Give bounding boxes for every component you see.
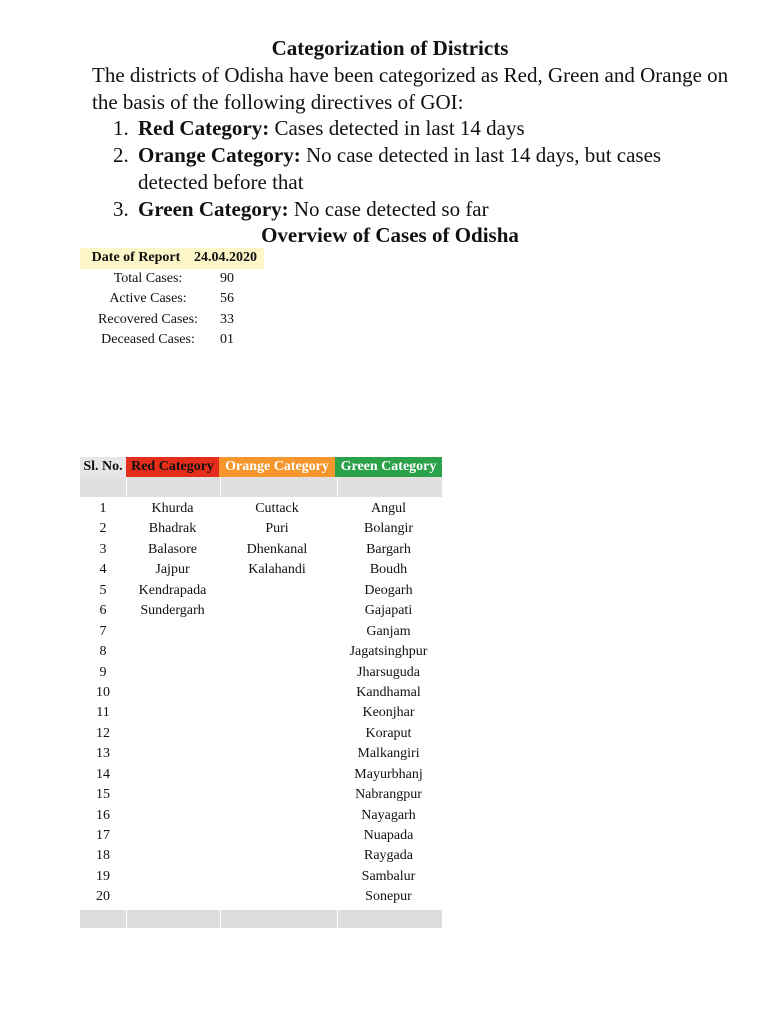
criteria-number: 3.: [113, 197, 129, 221]
document-title: Categorization of Districts: [271, 36, 509, 60]
cell-green-district: Boudh: [369, 562, 408, 578]
cell-serial-number: 5: [99, 582, 107, 598]
cell-orange-district: [219, 622, 335, 642]
report-date-value: 24.04.2020: [194, 250, 257, 265]
summary-value: 01: [220, 332, 234, 347]
summary-row-recovered: [80, 310, 270, 331]
cell-green-district: Gajapati: [364, 603, 413, 619]
cell-red-district: Balasore: [148, 541, 197, 557]
summary-row-active: [80, 289, 270, 310]
cell-orange-district: [219, 663, 335, 683]
cell-serial-number: 4: [99, 562, 107, 578]
table-row: [80, 703, 442, 723]
cell-orange-district: Dhenkanal: [246, 541, 308, 557]
table-row: [80, 601, 442, 621]
cell-green-district: Sonepur: [365, 889, 412, 905]
criteria-label: Orange Category:: [138, 143, 301, 167]
cell-serial-number: 20: [96, 889, 110, 905]
cell-orange-district: [219, 642, 335, 662]
cell-green-district: Raygada: [364, 848, 413, 864]
cell-serial-number: 12: [96, 725, 110, 741]
summary-label: Active Cases:: [109, 291, 187, 306]
criteria-number: 2.: [113, 143, 129, 167]
cell-serial-number: 16: [96, 807, 110, 823]
table-row: [80, 663, 442, 683]
cell-orange-district: [219, 724, 335, 744]
header-serial-number: Sl. No.: [80, 457, 126, 477]
cell-red-district: Bhadrak: [148, 521, 197, 537]
cell-green-district: Mayurbhanj: [354, 766, 423, 782]
cell-orange-district: [219, 581, 335, 601]
cell-serial-number: 9: [99, 664, 107, 680]
cell-serial-number: 1: [99, 501, 107, 516]
table-row: [80, 867, 442, 887]
cell-red-district: [126, 867, 219, 887]
cell-serial-number: 6: [99, 603, 107, 619]
cell-orange-district: [219, 887, 335, 907]
summary-value: 56: [220, 291, 234, 306]
cell-green-district: Bargarh: [366, 541, 411, 557]
criteria-label: Red Category:: [138, 116, 270, 140]
cell-orange-district: [219, 867, 335, 887]
cell-green-district: Ganjam: [366, 623, 411, 639]
table-row: [80, 765, 442, 785]
table-row: [80, 887, 442, 907]
cell-serial-number: 8: [99, 644, 107, 660]
cell-orange-district: [219, 806, 335, 826]
criteria-item-orange: [113, 142, 733, 196]
cell-red-district: [126, 663, 219, 683]
cell-green-district: Malkangiri: [357, 746, 420, 762]
table-row: [80, 846, 442, 866]
cell-serial-number: 11: [96, 705, 110, 721]
cell-green-district: Koraput: [365, 725, 412, 741]
table-footer-band: [80, 910, 442, 928]
criteria-number: 1.: [113, 116, 129, 140]
table-row: [80, 683, 442, 703]
cell-serial-number: 18: [96, 848, 110, 864]
header-spacer-band: [80, 477, 442, 497]
cell-red-district: [126, 724, 219, 744]
cell-green-district: Angul: [371, 501, 406, 516]
cell-green-district: Nayagarh: [361, 807, 416, 823]
summary-value: 90: [220, 270, 234, 286]
cell-red-district: [126, 806, 219, 826]
cell-serial-number: 17: [96, 828, 110, 843]
table-body: [80, 497, 442, 908]
cell-red-district: [126, 826, 219, 846]
cell-red-district: [126, 785, 219, 805]
table-row: [80, 744, 442, 764]
cell-orange-district: Puri: [265, 521, 289, 537]
summary-label: Total Cases:: [113, 270, 183, 286]
cell-red-district: [126, 846, 219, 866]
cell-red-district: Kendrapada: [138, 582, 207, 598]
cell-orange-district: [219, 744, 335, 764]
criteria-label: Green Category:: [138, 197, 289, 221]
cell-orange-district: [219, 785, 335, 805]
cell-serial-number: 10: [96, 684, 110, 700]
case-summary-table: [80, 248, 270, 351]
table-row: [80, 642, 442, 662]
cell-green-district: Kandhamal: [356, 684, 421, 700]
cell-orange-district: [219, 846, 335, 866]
criteria-item-green: [113, 196, 733, 223]
cell-serial-number: 13: [96, 746, 110, 762]
cell-orange-district: Cuttack: [255, 501, 299, 516]
overview-title: Overview of Cases of Odisha: [261, 223, 519, 247]
category-criteria-list: [113, 115, 733, 223]
cell-orange-district: [219, 601, 335, 621]
cell-orange-district: [219, 683, 335, 703]
cell-red-district: [126, 622, 219, 642]
table-row: [80, 560, 442, 580]
header-green-category: Green Category: [335, 457, 442, 477]
table-row: [80, 519, 442, 539]
cell-green-district: Sambalur: [361, 868, 416, 884]
table-row: [80, 785, 442, 805]
cell-red-district: Khurda: [151, 501, 194, 516]
cell-green-district: Nabrangpur: [355, 787, 422, 803]
criteria-text: Cases detected in last 14 days: [274, 116, 525, 140]
cell-green-district: Bolangir: [364, 521, 413, 537]
report-date-row: [80, 248, 264, 269]
criteria-text: No case detected so far: [293, 197, 489, 221]
summary-label: Recovered Cases:: [98, 311, 198, 327]
cell-orange-district: [219, 826, 335, 846]
cell-green-district: Nuapada: [363, 828, 414, 843]
table-row: [80, 826, 442, 846]
cell-green-district: Keonjhar: [362, 705, 415, 721]
criteria-text: No case detected in last 14 days, but cases detected before that: [138, 143, 662, 194]
table-header-row: [80, 457, 442, 477]
cell-serial-number: 3: [99, 541, 107, 557]
cell-red-district: Sundergarh: [140, 603, 205, 619]
cell-orange-district: [219, 765, 335, 785]
summary-row-deceased: [80, 330, 270, 351]
cell-red-district: [126, 744, 219, 764]
cell-green-district: Jagatsinghpur: [349, 644, 428, 660]
cell-orange-district: [219, 703, 335, 723]
cell-green-district: Jharsuguda: [357, 664, 420, 680]
report-date-label: Date of Report: [91, 250, 181, 265]
table-row: [80, 499, 442, 519]
cell-green-district: Deogarh: [364, 582, 413, 598]
cell-red-district: [126, 683, 219, 703]
intro-paragraph: The districts of Odisha have been categorized as Red, Green and Orange on the basis of the following directives of GOI:: [92, 63, 729, 114]
cell-serial-number: 19: [96, 868, 110, 884]
cell-red-district: [126, 642, 219, 662]
summary-label: Deceased Cases:: [101, 332, 195, 347]
table-row: [80, 540, 442, 560]
cell-serial-number: 7: [99, 623, 107, 639]
table-row: [80, 581, 442, 601]
header-orange-category: Orange Category: [219, 457, 335, 477]
summary-value: 33: [220, 311, 234, 327]
cell-serial-number: 14: [96, 766, 110, 782]
summary-row-total: [80, 269, 270, 290]
criteria-item-red: [113, 115, 733, 142]
table-row: [80, 622, 442, 642]
table-row: [80, 724, 442, 744]
cell-red-district: [126, 887, 219, 907]
cell-serial-number: 2: [99, 521, 107, 537]
district-category-table: [80, 457, 442, 928]
table-row: [80, 806, 442, 826]
header-red-category: Red Category: [126, 457, 219, 477]
cell-serial-number: 15: [96, 787, 110, 803]
cell-red-district: Jajpur: [155, 562, 190, 578]
cell-orange-district: Kalahandi: [248, 562, 306, 578]
cell-red-district: [126, 703, 219, 723]
cell-red-district: [126, 765, 219, 785]
